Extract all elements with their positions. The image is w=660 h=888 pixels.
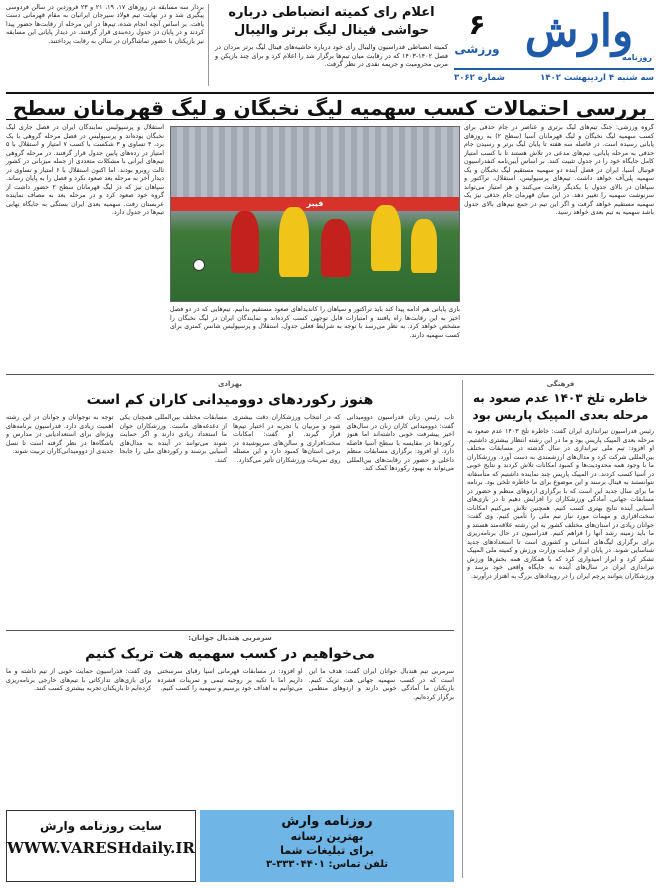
logo-subtext: روزنامه <box>622 53 652 62</box>
player-yellow <box>279 207 309 277</box>
article-column: او افزود: در مسابقات قهرمانی آسیا رقبای سرسختی داریم اما با تکیه بر روحیه تیمی و تمرینات فشرده می‌توانیم به اهداف خود برسیم و سهمیه را کسب کنیم. <box>157 668 303 692</box>
website-title: سایت روزنامه وارش <box>40 819 162 833</box>
article-column: که در انتخاب ورزشکاران دقت بیشتری شود و مربیان با تجربه در اختیار تیم‌ها قرار گیرند. او گفت: امکانات سخت‌افزاری و سالن‌های سرپوشیده در برخی استان‌ها کمبود دارد و این مسئله روی تمرینات ورزشکاران تأثیر می‌گذارد. <box>233 414 341 464</box>
article-headline[interactable]: خاطره تلخ ۱۴۰۳ عدم صعود به مرحله بعدی المپیک پاریس بود <box>472 391 649 422</box>
top-news-headline[interactable]: اعلام رای کمیته انضباطی درباره حواشی فینال لیگ برتر والیبال <box>228 5 435 38</box>
top-left-body: بردار سه مسابقه در روزهای ۱۷، ۱۹، ۲۱ و ۲۳ فروردین در سالن فردوسی پیگیری شد و در نهایت تیم فولاد سیرجان ایرانیان به مقام قهرمانی دست یافت. بر اساس آنچه انجام شده، تیم‌ها در این مرحله از رقابت‌ها حضور پیدا کردند و در پایان در جدول رده‌بندی قرار گرفتند. در دیدار پایانی این مسابقه نیز بازیکنان با حضور تماشاگران در سالن به رقابت پرداختند. <box>6 4 204 45</box>
top-news-body: کمیته انضباطی فدراسیون والیبال رأی خود درباره حاشیه‌های فینال لیگ برتر مردان در فصل ۱۴۰۲-۱۴۰۳ که در رقابت میان تیم‌ها برگزار شد را اعلام کرد و برای چند بازیکن و مربی محرومیت و جریمه نقدی در نظر گرفت. <box>215 43 448 68</box>
ad-line: بهترین رسانه <box>290 830 364 843</box>
player-red <box>321 219 351 277</box>
article-columns <box>6 668 454 802</box>
top-left-column <box>6 4 204 86</box>
website-url[interactable]: WWW.VARESHdaily.IR <box>7 839 195 857</box>
website-ad-box[interactable] <box>6 810 196 882</box>
article-headline[interactable]: می‌خواهیم در کسب سهمیه هت تریک کنیم <box>85 646 375 662</box>
football-match-photo <box>170 126 460 302</box>
page-number-box <box>454 10 500 56</box>
stadium-stand <box>171 127 459 205</box>
article-column: وی گفت: فدراسیون حمایت خوبی از تیم داشته و ما برای بازی‌های تدارکاتی با تیم‌های خارجی برنامه‌ریزی کرده‌ایم تا بازیکنان تجربه بیشتری کسب کنند. <box>6 668 152 692</box>
section-divider <box>6 630 454 631</box>
shooting-article <box>462 380 654 878</box>
article-column: توجه به نوجوانان و جوانان در این رشته اهمیت زیادی دارد. فدراسیون برنامه‌های ویژه‌ای برای استعدادیابی در مدارس و باشگاه‌ها در نظر گرفته است تا نسل جدیدی از دوومیدانی‌کاران تربیت شوند. <box>6 414 114 455</box>
main-story-right-column: گروه ورزشی: جنگ تیم‌های لیگ برتری و عناصر در جام حذفی برای کسب سهمیه لیگ نخبگان و لیگ قهرمانان آسیا (سطح ۲) به روزهای پایانی رسیده است. در فاصله سه هفته تا پایان لیگ برتر و رسیدن جام حذفی به مرحله پایانی، تیم‌های مدعی در تلاش هستند تا با کسب امتیاز کامل جایگاه خود را در جدول تثبیت کنند. بر اساس آیین‌نامه کنفدراسیون فوتبال آسیا، ایران در فصل آینده دو سهمیه مستقیم لیگ نخبگان و یک سهمیه پلی‌آف خواهد داشت. تیم‌های پرسپولیس، استقلال، تراکتور و سپاهان در بالای جدول با یکدیگر رقابت می‌کنند و هر امتیاز می‌تواند سرنوشت سهمیه را تغییر دهد. در این میان قهرمان جام حذفی نیز یک سهمیه مستقیم خواهد گرفت و اگر این تیم در جمع تیم‌های بالای جدول باشد سهمیه به تیم بعدی خواهد رسید. <box>464 124 654 216</box>
article-body: رئیس فدراسیون تیراندازی ایران گفت: خاطره تلخ ۱۴۰۳ عدم صعود به مرحله بعدی المپیک پاریس بود و ما در این رشته انتظار بیشتری داشتیم. او افزود: تیم ملی تیراندازی در سال گذشته در مسابقات مختلف بین‌المللی شرکت کرد و مدال‌های ارزشمندی به دست آورد. ورزشکاران ما با وجود همه محدودیت‌ها و کمبود امکانات تلاش کردند و نتایج خوبی در آسیا کسب کردند. در المپیک پاریس چند نماینده داشتیم که متأسفانه نتوانستند به فینال برسند و این موضوع برای ما خاطره تلخی بود. برنامه ما برای سال جدید این است که با برگزاری اردوهای منظم و حضور در مسابقات جهانی، آمادگی ورزشکاران را افزایش دهیم تا در بازی‌های آسیایی آینده نتایج بهتری کسب کنیم. همچنین تلاش می‌کنیم امکانات سخت‌افزاری و مهمات مورد نیاز تیم ملی را تأمین کنیم. وی گفت: جوانان زیادی در استان‌های مختلف کشور به این رشته علاقه‌مند هستند و ما باید زمینه رشد آنها را فراهم کنیم. فدراسیون در حال برنامه‌ریزی برای برگزاری لیگ‌های استانی و کشوری است تا استعدادهای جدید شناسایی شوند. در پایان او از حمایت وزارت ورزش و کمیته ملی المپیک تشکر کرد و ابراز امیدواری کرد که با همکاری همه بخش‌ها ورزش تیراندازی ایران در سال‌های آینده به جایگاه واقعی خود برسد و ورزشکاران بتوانند پرچم ایران را در رویدادهای بزرگ به اهتزاز درآورند. <box>467 428 654 580</box>
ad-line: برای تبلیغات شما <box>280 844 374 857</box>
section-name: ورزشی <box>454 42 500 56</box>
article-headline[interactable]: هنوز رکوردهای دوومیدانی کاران کم است <box>86 392 374 408</box>
article-kicker: سرمربی هندبال جوانان: <box>188 634 272 642</box>
main-story-under-photo: بازی پایانی هم ادامه پیدا کند باید تراکتور و سپاهان را کاندیداهای صعود مستقیم بدانیم. تیم‌هایی که در دو فصل اخیر به این رقابت‌ها راه یافتند و امتیازات قابل توجهی کسب کرده‌اند و نمایندگان ایران در لیگ نخبگان را مشخص خواهد کرد. به نظر می‌رسد با توجه به شرایط فعلی جدول، استقلال و پرسپولیس شانس کمتری برای کسب سهمیه دارند. <box>170 306 460 339</box>
newspaper-logo[interactable] <box>504 4 654 66</box>
main-story-left-column: استقلال و پرسپولیس نمایندگان ایران در فصل جاری لیگ نخبگان بوده‌اند و پرسپولیس در فصل مرحله گروهی با یک برد، ۴ تساوی و ۳ شکست با کسب ۷ امتیاز و استقلال با ۵ امتیاز در رده‌های پایین جدول قرار گرفتند. در مرحله گروهی تیم‌های ایرانی با مشکلات متعددی از جمله میزبانی در کشور ثالث روبرو بودند. اما اکنون استقلال با ۶ امتیاز و تساوی در دیدار آخر به مرحله بعد صعود نکرد و فصل را به پایان رساند. سپاهان نیز که در لیگ قهرمانان سطح ۲ حضور داشت از گروه خود صعود کرد و در مرحله بعد به مصاف نماینده عربستان رفت. سهمیه بعدی ایران بستگی به جایگاه نهایی تیم‌ها در جدول دارد. <box>6 124 164 216</box>
section-divider <box>6 374 654 375</box>
date-text: سه شنبه ۴ اردیبهشت ۱۴۰۲ <box>540 73 654 83</box>
player-yellow <box>411 219 437 273</box>
ad-board: فیبر <box>171 197 459 211</box>
main-headline[interactable]: بررسی احتمالات کسب سهمیه لیگ نخبگان و لیگ قهرمانان سطح <box>6 92 654 120</box>
masthead <box>454 4 654 86</box>
article-column: تاب رئیس زنان فدراسیون دوومیدانی گفت: دوومیدانی کاران زنان در سال‌های اخیر پیشرفت خوبی داشته‌اند اما هنوز رکوردها در مقایسه با سطح آسیا فاصله دارد. او افزود: برگزاری مسابقات منظم داخلی و حضور در رقابت‌های بین‌المللی می‌تواند به بهبود رکوردها کمک کند. <box>346 414 454 472</box>
ad-line: روزنامه وارش <box>281 814 373 829</box>
handball-article <box>6 634 454 806</box>
article-kicker: بهزادی <box>217 380 242 388</box>
dateline <box>454 68 654 86</box>
article-column: مسابقات مختلف بین‌المللی همچنان یکی از دغدغه‌های ماست. ورزشکاران جوان ما استعداد زیادی دارند و اگر حمایت شوند می‌توانند در آینده به مدال‌های آسیایی برسند و رکوردهای ملی را جابجا کنند. <box>119 414 227 464</box>
player-red <box>231 211 259 273</box>
ad-phone: تلفن تماس: ۳۳۳۰۴۴۰۱-۳ <box>265 859 389 870</box>
top-news-article <box>208 4 448 86</box>
page-number: ۶ <box>468 8 486 41</box>
article-column: سرمربی تیم هندبال جوانان ایران گفت: هدف ما این است که در کسب سهمیه جهانی هت تریک کنیم. بازیکنان ما آمادگی خوبی دارند و اردوهای منظمی برگزار کرده‌ایم. <box>308 668 454 701</box>
advertising-box[interactable] <box>200 810 454 882</box>
athletics-article <box>6 380 454 626</box>
logo-text: وارش <box>524 6 634 57</box>
issue-number: شماره ۳۰۶۲ <box>454 73 505 83</box>
article-kicker: فرهنگی <box>546 380 575 388</box>
player-yellow <box>371 205 401 271</box>
article-columns <box>6 414 454 620</box>
ball-icon <box>193 259 205 271</box>
